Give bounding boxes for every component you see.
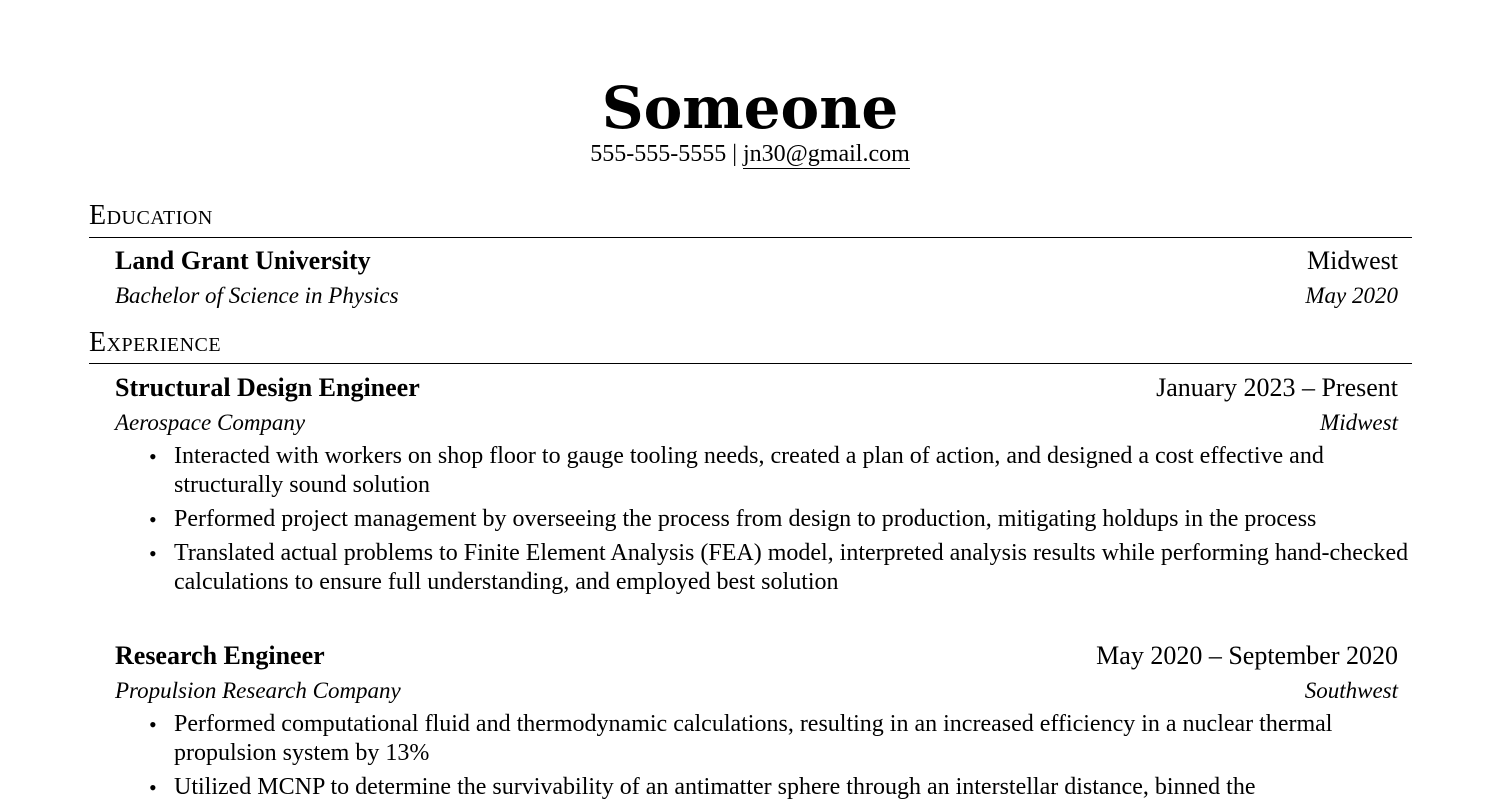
email-link[interactable]: jn30@gmail.com xyxy=(743,141,910,167)
list-item: • Performed project management by overseeing the process from design to production, mitigating holdups in the process xyxy=(174,505,1414,534)
degree-name: Bachelor of Science in Physics xyxy=(115,283,399,308)
institution-name: Land Grant University xyxy=(115,246,371,275)
list-item: • Utilized MCNP to determine the survivability of an antimatter sphere through an interstellar distance, binned the xyxy=(174,773,1414,802)
job-dates: January 2023 – Present xyxy=(1156,373,1398,402)
section-heading-education: Education xyxy=(89,200,213,231)
job-entry-subheader xyxy=(115,677,1398,705)
job-entry-header xyxy=(115,372,1398,404)
section-heading-experience: Experience xyxy=(89,327,222,358)
company-name: Aerospace Company xyxy=(115,410,306,435)
job-dates: May 2020 – September 2020 xyxy=(1096,641,1398,670)
list-item: • Interacted with workers on shop floor to gauge tooling needs, created a plan of action, and designed a cost effective and structurally sound solution xyxy=(174,442,1414,500)
contact-line xyxy=(0,139,1500,169)
resume-name: Someone xyxy=(601,74,899,142)
job-location: Midwest xyxy=(1320,410,1398,435)
education-entry-header xyxy=(115,245,1398,277)
section-divider xyxy=(89,237,1412,238)
education-entry-subheader xyxy=(115,282,1398,310)
list-item: • Translated actual problems to Finite Element Analysis (FEA) model, interpreted analysis results while performing hand-checked calculations to ensure full understanding, and employed best solution xyxy=(174,539,1414,597)
job-entry-subheader xyxy=(115,409,1398,437)
company-name: Propulsion Research Company xyxy=(115,678,401,703)
list-item: • Performed computational fluid and thermodynamic calculations, resulting in an increased efficiency in a nuclear thermal propulsion system by 13% xyxy=(174,710,1414,768)
job-title: Research Engineer xyxy=(115,641,325,670)
graduation-date: May 2020 xyxy=(1305,283,1398,308)
job-title: Structural Design Engineer xyxy=(115,373,420,402)
section-divider xyxy=(89,363,1412,364)
institution-location: Midwest xyxy=(1307,246,1398,275)
phone-number: 555-555-5555 xyxy=(590,141,727,167)
job-entry-header xyxy=(115,640,1398,672)
job-bullet-list xyxy=(174,442,1414,602)
contact-separator: | xyxy=(732,141,738,167)
job-location: Southwest xyxy=(1304,678,1398,703)
job-bullet-list xyxy=(174,710,1414,807)
